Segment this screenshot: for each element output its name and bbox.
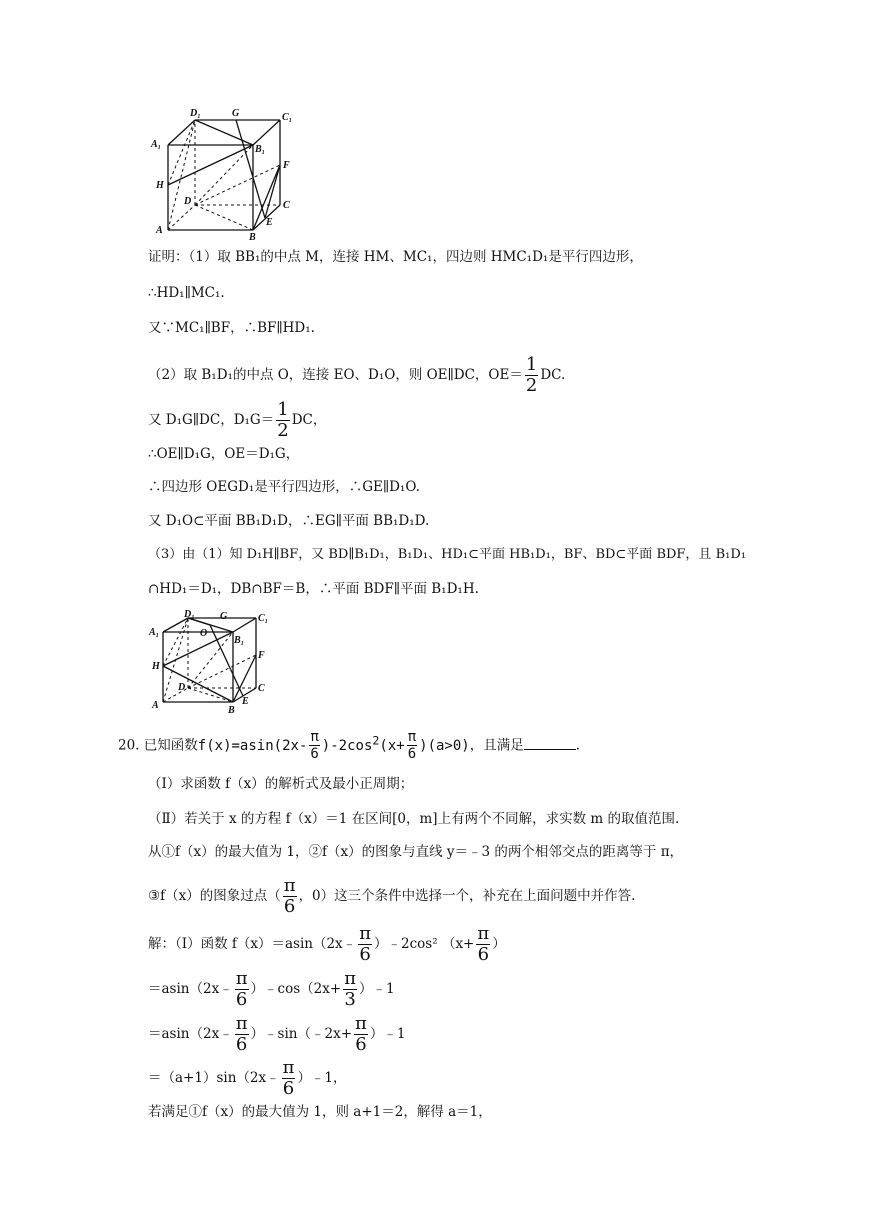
proof-line-9: （3）由（1）知 D₁H∥BF，又 BD∥B₁D₁，B₁D₁、HD₁⊂平面 HB₁D₁，BF、BD⊂平面 BDF，且 B₁D₁ <box>148 547 746 562</box>
edge-AD-hidden <box>168 205 195 230</box>
label-B1: B₁ <box>255 144 266 155</box>
fraction-one-half: $\frac{1}{2}$ <box>277 399 289 441</box>
solution-line-3: ＝asin（2x﹣ $\frac{\pi}{6}$ ）﹣sin（﹣2x+ $\frac{\pi}{6}$ ）﹣1 <box>148 1013 406 1055</box>
solution-line-1: 解：（Ⅰ）函数 f（x）＝asin（2x﹣ $\frac{\pi}{6}$ ）﹣2cos² （x+ $\frac{\pi}{6}$ ） <box>148 923 506 965</box>
question-number: 20. <box>118 737 140 754</box>
label-C1: C₁ <box>258 613 269 624</box>
label-D: D <box>184 196 192 207</box>
proof-line-5: 又 D₁G∥DC，D₁G＝ $\frac{1}{2}$ DC， <box>148 399 327 441</box>
question-part-2: （Ⅱ）若关于 x 的方程 f（x）＝1 在区间[0，m]上有两个不同解，求实数 m 的取值范围. <box>148 811 680 827</box>
segment-DB1-hidden <box>195 145 253 205</box>
fraction-one-half: $\frac{1}{2}$ <box>525 354 538 396</box>
solution-line-5: 若满足①f（x）的最大值为 1，则 a+1＝2，解得 a＝1， <box>148 1104 492 1120</box>
proof-line-4: （2）取 B₁D₁的中点 O，连接 EO、D₁O，则 OE∥DC，OE＝ $\frac{1}{2}$ DC. <box>148 354 566 396</box>
label-D1: D₁ <box>184 610 195 620</box>
function-formula: f(x)=asin(2x- $\frac{\pi}{6}$ )$-2\cos^2(x+$ $\frac{\pi}{6}$ )(a>0) <box>197 729 470 763</box>
edge-B1C1 <box>233 618 256 632</box>
label-C: C <box>258 683 265 694</box>
label-A1: A₁ <box>149 627 160 638</box>
cube-figure-1 <box>148 105 298 240</box>
segment-GE <box>236 120 265 218</box>
segment-HB1 <box>168 145 253 185</box>
question-20-stem: 20. 已知函数f(x)=asin(2x- $\frac{\pi}{6}$ )$-2\cos^2(x+$ $\frac{\pi}{6}$ )(a>0)，且满足 . <box>118 729 581 763</box>
proof-line-3: 又∵MC₁∥BF，∴BF∥HD₁. <box>148 320 315 336</box>
proof-line-2: ∴HD₁∥MC₁. <box>148 285 225 301</box>
segment-D1B1 <box>195 120 253 145</box>
label-B1: B₁ <box>234 635 245 646</box>
label-B: B <box>249 232 256 240</box>
label-E: E <box>242 696 249 707</box>
label-O: O <box>200 628 208 639</box>
proof-line-4-text: （2）取 B₁D₁的中点 O，连接 EO、D₁O，则 OE∥DC，OE＝ <box>148 367 523 383</box>
edge-A1D1 <box>168 120 195 145</box>
segment-DB-hidden <box>195 205 253 230</box>
label-C: C <box>283 200 290 211</box>
label-B: B <box>228 705 235 715</box>
label-H: H <box>152 661 160 672</box>
label-A1: A₁ <box>151 139 162 150</box>
segment-DF-hidden <box>188 655 256 688</box>
question-part-1: （Ⅰ）求函数 f（x）的解析式及最小正周期； <box>148 776 414 792</box>
solution-line-2: ＝asin（2x﹣ $\frac{\pi}{6}$ ）﹣cos（2x+ $\frac{\pi}{3}$ ）﹣1 <box>148 968 395 1010</box>
proof-line-8: 又 D₁O⊂平面 BB₁D₁D，∴EG∥平面 BB₁D₁D. <box>148 513 430 529</box>
label-E: E <box>266 217 273 228</box>
label-A: A <box>156 225 163 236</box>
label-H: H <box>156 180 164 191</box>
label-D1: D₁ <box>190 108 201 119</box>
segment-DF-hidden <box>195 165 280 205</box>
cube-figure-2 <box>148 610 278 715</box>
label-G: G <box>220 611 228 622</box>
answer-blank <box>524 735 576 750</box>
edge-A1D1 <box>163 618 188 632</box>
proof-line-6: ∴OE∥D₁G，OE＝D₁G， <box>148 446 300 462</box>
edge-B1C1 <box>253 120 280 145</box>
segment-HB1 <box>163 632 233 666</box>
label-F: F <box>283 160 290 171</box>
question-conditions-2: ③f（x）的图象过点（ $\frac{\pi}{6}$ ，0）这三个条件中选择一个，补充在上面问题中并作答. <box>148 875 636 917</box>
proof-line-7: ∴四边形 OEGD₁是平行四边形，∴GE∥D₁O. <box>148 479 420 495</box>
proof-line-10: ∩HD₁＝D₁，DB∩BF＝B，∴平面 BDF∥平面 B₁D₁H. <box>148 581 479 597</box>
proof-line-1: 证明：（1）取 BB₁的中点 M，连接 HM、MC₁，四边则 HMC₁D₁是平行四边形， <box>148 249 643 265</box>
label-F: F <box>258 650 265 661</box>
segment-EF <box>265 165 280 218</box>
segment-AD1-hidden <box>168 120 195 230</box>
solution-line-4: ＝（a+1）sin（2x﹣ $\frac{\pi}{6}$ ）﹣1， <box>148 1057 347 1099</box>
question-conditions-1: 从①f（x）的最大值为 1，②f（x）的图象与直线 y＝﹣3 的两个相邻交点的距离等于 π， <box>148 844 684 860</box>
label-A: A <box>152 700 159 711</box>
label-D: D <box>178 682 186 693</box>
label-C1: C₁ <box>282 112 293 123</box>
label-G: G <box>232 108 240 119</box>
